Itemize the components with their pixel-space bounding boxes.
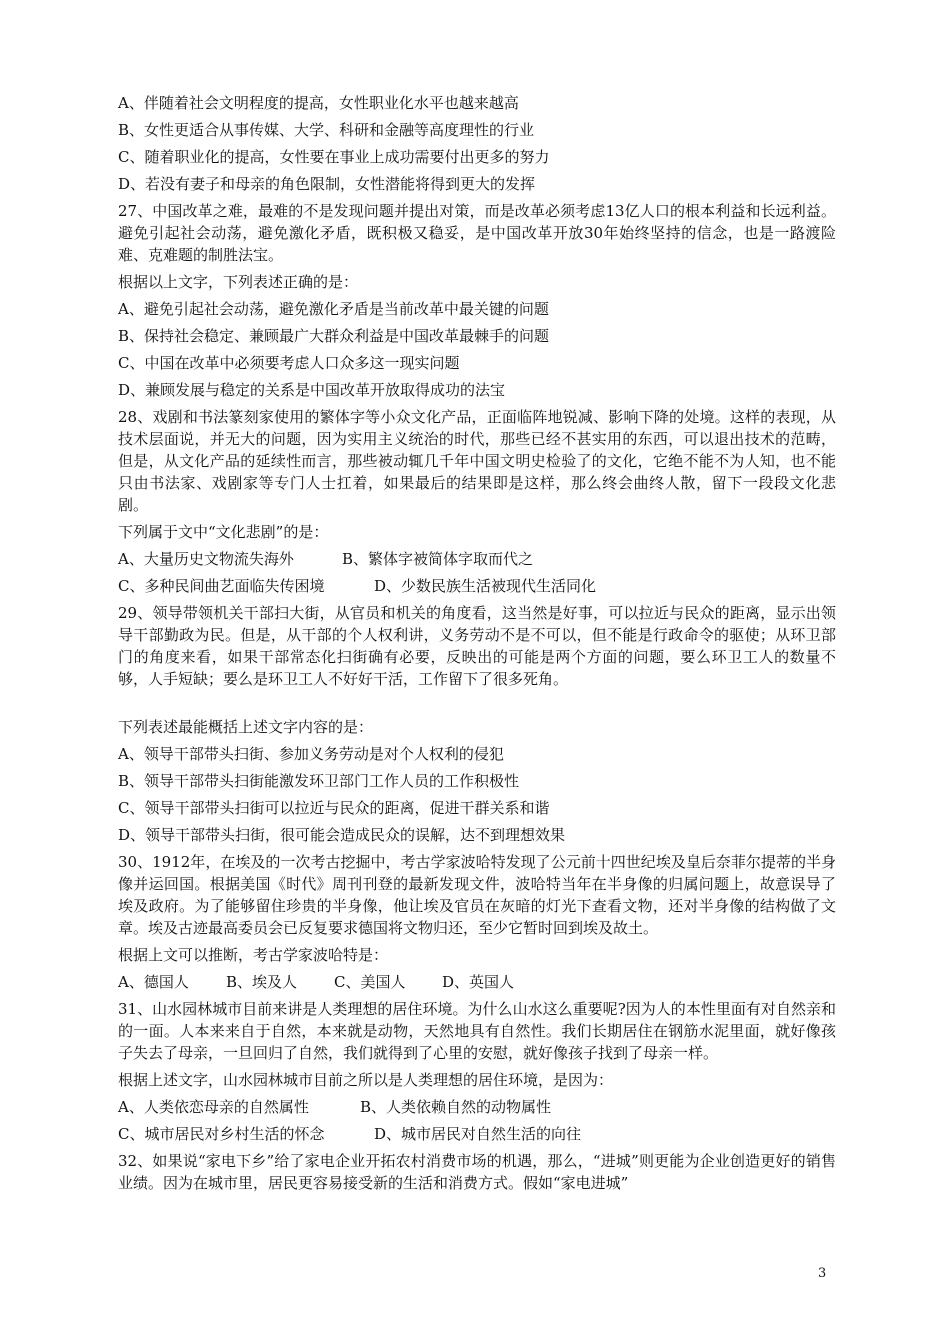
q31-option-c: C、城市居民对乡村生活的怀念 — [118, 1125, 325, 1143]
q26-option-d: D、若没有妻子和母亲的角色限制，女性潜能将得到更大的发挥 — [118, 175, 536, 193]
q27-option-a: A、避免引起社会动荡，避免激化矛盾是当前改革中最关键的问题 — [118, 300, 549, 318]
q30-passage: 30、1912年，在埃及的一次考古挖掘中，考古学家波哈特发现了公元前十四世纪埃及皇后奈菲尔提蒂的半身像并运回国。根据美国《时代》周刊刊登的最新发现文件，波哈特当年在半身像的归属问题上，故意误导了埃及政府。为了能够留住珍贵的半身像，他让埃及官员在灰暗的灯光下查看文物，还对半身像的结构做了文章。埃及古迹最高委员会已反复要求德国将文物归还，至少它暂时回到埃及故土。 — [118, 853, 836, 937]
q30-option-c: C、美国人 — [334, 973, 406, 991]
q28-passage: 28、戏剧和书法篆刻家使用的繁体字等小众文化产品，正面临阵地锐减、影响下降的处境。这样的表现，从技术层面说，并无大的问题，因为实用主义统治的时代，那些已经不甚实用的东西，可以退出技术的范畴，但是，从文化产品的延续性而言，那些被动辄几千年中国文明史检验了的文化，它绝不能不为人知，也不能只由书法家、戏剧家等专门人士扛着，如果最后的结果即是这样，那么终会曲终人散，留下一段段文化悲剧。 — [118, 408, 836, 514]
q27-option-b: B、保持社会稳定、兼顾最广大群众利益是中国改革最棘手的问题 — [118, 327, 550, 345]
q30-options-row — [118, 971, 836, 993]
q26-options — [118, 92, 836, 195]
q32-passage: 32、如果说“家电下乡”给了家电企业开拓农村消费市场的机遇，那么，“进城”则更能为企业创造更好的销售业绩。因为在城市里，居民更容易接受新的生活和消费方式。假如“家电进城” — [118, 1152, 836, 1192]
q31-option-b: B、人类依赖自然的动物属性 — [360, 1098, 552, 1116]
q26-option-b: B、女性更适合从事传媒、大学、科研和金融等高度理性的行业 — [118, 121, 535, 139]
q31-options-row-2 — [118, 1123, 836, 1145]
q27-option-c: C、中国在改革中必须要考虑人口众多这一现实问题 — [118, 354, 460, 372]
q29-option-c: C、领导干部带头扫街可以拉近与民众的距离，促进干群关系和谐 — [118, 799, 550, 817]
q27-prompt: 根据以上文字，下列表述正确的是： — [118, 273, 359, 291]
q31-option-a: A、人类依恋母亲的自然属性 — [118, 1098, 309, 1116]
q29-passage: 29、领导带领机关干部扫大街，从官员和机关的角度看，这当然是好事，可以拉近与民众的距离，显示出领导干部勤政为民。但是，从干部的个人权利讲，义务劳动不是不可以，但不能是行政命令的驱使；从环卫部门的角度来看，如果干部常态化扫街确有必要，反映出的可能是两个方面的问题，要么环卫工人的数量不够，人手短缺；要么是环卫工人不好好干活，工作留下了很多死角。 — [118, 604, 836, 688]
question-31 — [118, 998, 836, 1145]
q28-prompt: 下列属于文中“文化悲剧”的是： — [118, 523, 329, 541]
q29-option-b: B、领导干部带头扫街能激发环卫部门工作人员的工作积极性 — [118, 772, 520, 790]
q29-option-d: D、领导干部带头扫街，很可能会造成民众的误解，达不到理想效果 — [118, 826, 566, 844]
q26-option-c: C、随着职业化的提高，女性要在事业上成功需要付出更多的努力 — [118, 148, 550, 166]
q28-option-b: B、繁体字被简体字取而代之 — [342, 550, 534, 568]
q30-option-b: B、埃及人 — [226, 973, 298, 991]
q30-prompt: 根据上文可以推断，考古学家波哈特是： — [118, 946, 389, 964]
q29-prompt: 下列表述最能概括上述文字内容的是： — [118, 718, 374, 736]
question-29 — [118, 602, 836, 846]
q30-option-d: D、英国人 — [442, 973, 515, 991]
q27-passage: 27、中国改革之难，最难的不是发现问题并提出对策，而是改革必须考虑13亿人口的根本利益和长远利益。避免引起社会动荡，避免激化矛盾，既积极又稳妥，是中国改革开放30年始终坚持的信念，也是一路渡险难、克难题的制胜法宝。 — [118, 202, 836, 264]
q31-prompt: 根据上述文字，山水园林城市目前之所以是人类理想的居住环境，是因为： — [118, 1071, 614, 1089]
q28-options-row-2 — [118, 575, 836, 597]
page-number: 3 — [818, 1266, 827, 1281]
q29-option-a: A、领导干部带头扫街、参加义务劳动是对个人权利的侵犯 — [118, 745, 504, 763]
question-32 — [118, 1150, 836, 1194]
q27-option-d: D、兼顾发展与稳定的关系是中国改革开放取得成功的法宝 — [118, 381, 506, 399]
q28-option-c: C、多种民间曲艺面临失传困境 — [118, 577, 325, 595]
q28-option-a: A、大量历史文物流失海外 — [118, 550, 294, 568]
q31-option-d: D、城市居民对自然生活的向往 — [374, 1125, 582, 1143]
question-28 — [118, 406, 836, 597]
question-30 — [118, 851, 836, 993]
question-27 — [118, 200, 836, 401]
q26-option-a: A、伴随着社会文明程度的提高，女性职业化水平也越来越高 — [118, 94, 519, 112]
q28-options-row-1 — [118, 548, 836, 570]
q28-option-d: D、少数民族生活被现代生活同化 — [374, 577, 597, 595]
document-body — [118, 92, 836, 1199]
q31-passage: 31、山水园林城市目前来讲是人类理想的居住环境。为什么山水这么重要呢?因为人的本性里面有对自然亲和的一面。人本来来自于自然，本来就是动物，天然地具有自然性。我们长期居住在钢筋水泥里面，就好像孩子失去了母亲，一旦回归了自然，我们就得到了心里的安慰，就好像孩子找到了母亲一样。 — [118, 1000, 836, 1062]
q31-options-row-1 — [118, 1096, 836, 1118]
q30-option-a: A、德国人 — [118, 973, 189, 991]
